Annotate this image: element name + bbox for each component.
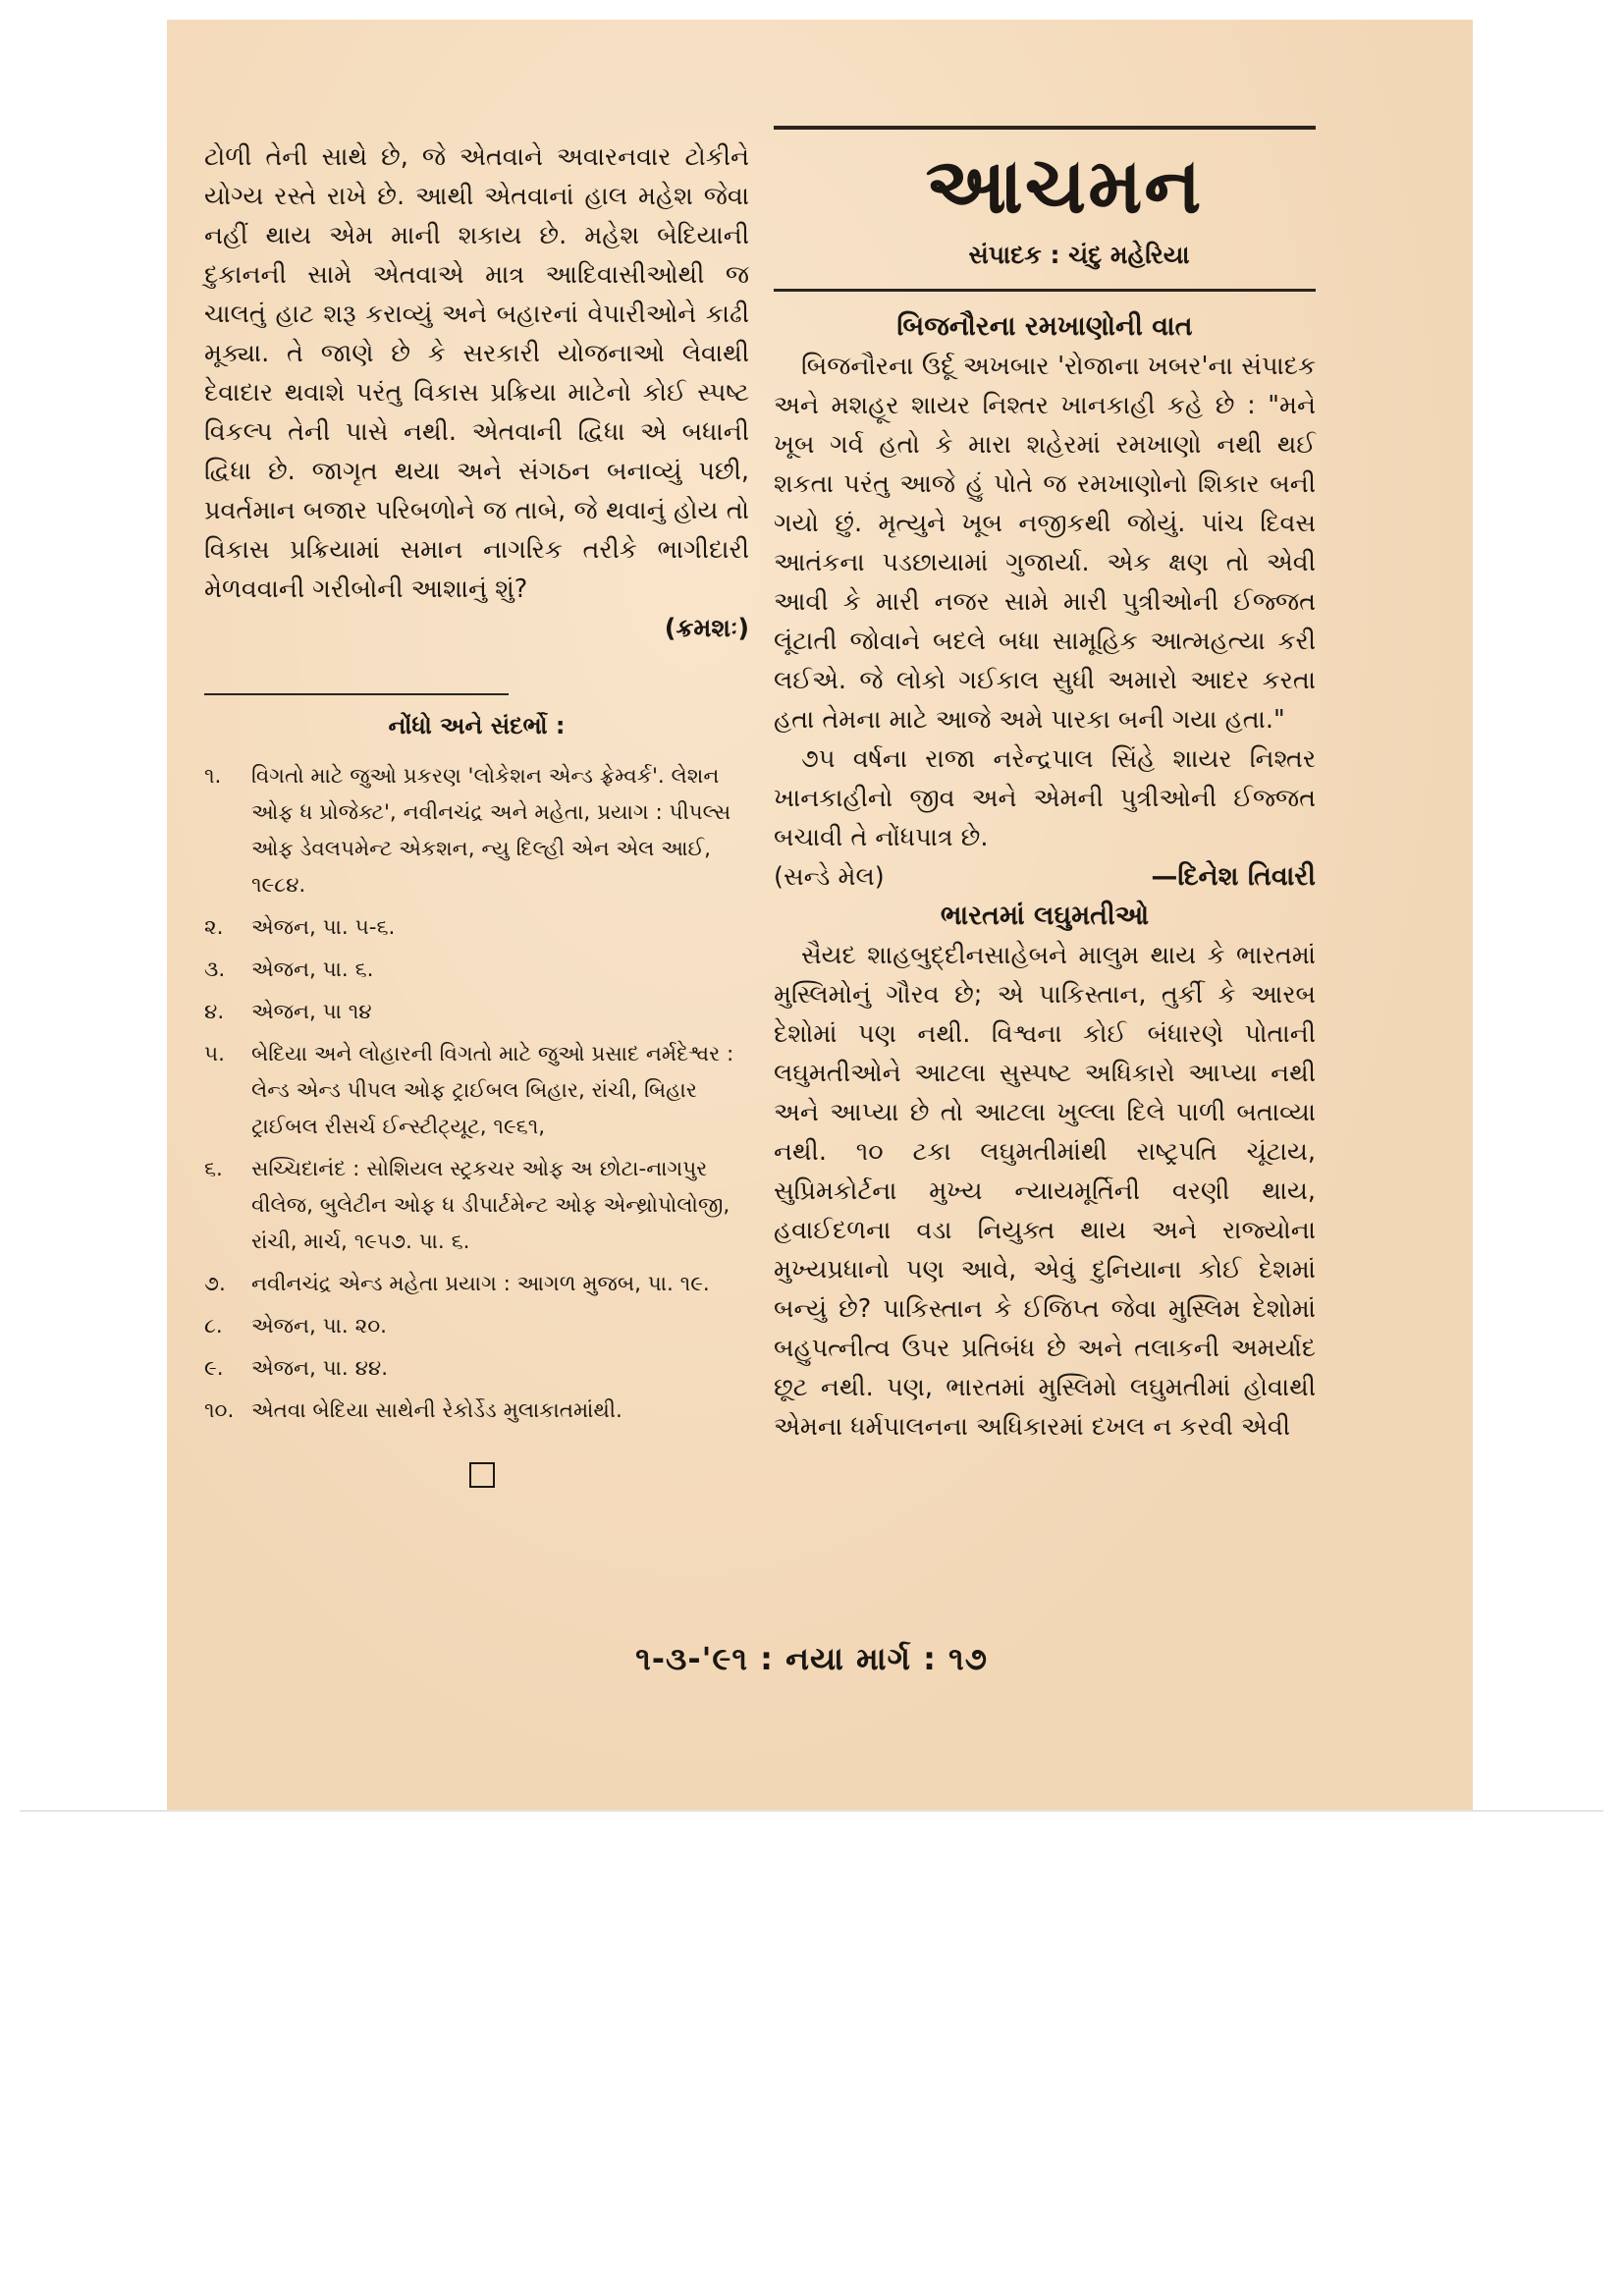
masthead-rule-bottom [774, 289, 1316, 292]
column-editor: સંપાદક : ચંદુ મહેરિયા [968, 241, 1190, 269]
note-number: ૧. [204, 764, 222, 789]
article-heading-minorities: ભારતમાં લઘુમતીઓ [940, 901, 1150, 931]
note-number: ૮. [204, 1314, 223, 1339]
note-text: એજન, પા. ૫-૬. [251, 915, 396, 940]
column-title: આચમન [925, 141, 1204, 231]
left-column [204, 137, 749, 1488]
note-number: ૬. [204, 1157, 223, 1181]
notes-heading: નોંધો અને સંદર્ભો : [388, 712, 566, 739]
note-item [204, 758, 749, 903]
note-item [204, 1266, 749, 1302]
article-source: (સન્ડે મેલ) [774, 862, 885, 892]
article-bijnor-body [774, 347, 1316, 857]
body-paragraph [204, 137, 749, 609]
article-bijnor-signoff [774, 857, 1316, 897]
end-of-article-box [469, 1462, 495, 1488]
paragraph-text: ટોળી તેની સાથે છે, જે એતવાને અવારનવાર ટોકીને યોગ્ય રસ્તે રાખે છે. આથી એતવાનાં હાલ મહેશ જેવા નહીં થાય એમ માની શકાય છે. મહેશ બેદિયાની દુકાનની સામે એતવાએ માત્ર આદિવાસીઓથી જ ચાલતું હાટ શરૂ કરાવ્યું અને બહારનાં વેપારીઓને કાઢી મૂક્યા. તે જાણે છે કે સરકારી યોજનાઓ લેવાથી દેવાદાર થવાશે પરંતુ વિકાસ પ્રક્રિયા માટેનો કોઈ સ્પષ્ટ વિકલ્પ તેની પાસે નથી. એતવાની દ્વિધા એ બધાની દ્વિધા છે. જાગૃત થયા અને સંગઠન બનાવ્યું પછી, પ્રવર્તમાન બજાર પરિબળોને જ તાબે, જે થવાનું હોય તો વિકાસ પ્રક્રિયામાં સમાન નાગરિક તરીકે ભાગીદારી મેળવવાની ગરીબોની આશાનું શું? [204, 142, 749, 604]
right-column [774, 126, 1316, 1447]
page-divider [20, 1810, 1603, 1812]
note-text: એજન, પા. ૬. [251, 957, 374, 982]
note-number: ૯. [204, 1356, 224, 1381]
note-text: સચ્ચિદાનંદ : સોશિયલ સ્ટ્રકચર ઓફ અ છોટા-નાગપુર વીલેજ, બુલેટીન ઓફ ધ ડીપાર્ટમેન્ટ ઓફ એન્થ્રોપોલોજી, રાંચી, માર્ચ, ૧૯૫૭. પા. ૬. [251, 1157, 730, 1254]
note-item [204, 1350, 749, 1387]
note-item [204, 909, 749, 946]
note-item [204, 1151, 749, 1260]
page-footer: ૧-૩-'૯૧ : નયા માર્ગ : ૧૭ [635, 1640, 988, 1677]
note-number: ૫. [204, 1042, 225, 1066]
note-number: ૨. [204, 915, 224, 940]
article-heading-bijnor: બિજનૌરના રમખાણોની વાત [896, 311, 1193, 342]
note-text: બેદિયા અને લોહારની વિગતો માટે જુઓ પ્રસાદ નર્મદેશ્વર : લેન્ડ એન્ડ પીપલ ઓફ ટ્રાઈબલ બિહાર, રાંચી, બિહાર ટ્રાઈબલ રીસર્ચ ઈન્સ્ટીટ્યૂટ, ૧૯૬૧, [251, 1042, 734, 1139]
note-item [204, 952, 749, 988]
continued-marker: (ક્રમશઃ) [664, 614, 749, 643]
note-text: એજન, પા. ૨૦. [251, 1314, 387, 1339]
note-item [204, 1308, 749, 1344]
note-number: ૧૦. [204, 1398, 235, 1423]
note-number: ૩. [204, 957, 226, 982]
article-bijnor-para-2: ૭૫ વર્ષના રાજા નરેન્દ્રપાલ સિંહે શાયર નિશ્તર ખાનકાહીનો જીવ અને એમની પુત્રીઓની ઈજ્જત બચાવી તે નોંધપાત્ર છે. [774, 744, 1316, 852]
note-item [204, 994, 749, 1030]
note-text: વિગતો માટે જુઓ પ્રકરણ 'લોકેશન એન્ડ ફ્રેમ્વર્ક'. લેશન ઓફ ધ પ્રોજેક્ટ', નવીનચંદ્ર અને મહેતા, પ્રયાગ : પીપલ્સ ઓફ ડેવલપમેન્ટ એકશન, ન્યુ દિલ્હી એન એલ આઈ, ૧૯૮૪. [251, 764, 731, 898]
note-text: એજન, પા. ૪૪. [251, 1356, 389, 1381]
masthead-rule-top [774, 126, 1316, 130]
notes-divider [204, 693, 509, 695]
article-bijnor-para-1: બિજનૌરના ઉર્દૂ અખબાર 'રોજાના ખબર'ના સંપાદક અને મશહૂર શાયર નિશ્તર ખાનકાહી કહે છે : "મને ખૂબ ગર્વ હતો કે મારા શહેરમાં રમખાણો નથી થઈ શકતા પરંતુ આજે હું પોતે જ રમખાણોનો શિકાર બની ગયો છું. મૃત્યુને ખૂબ નજીકથી જોયું. પાંચ દિવસ આતંકના પડછાયામાં ગુજાર્યા. એક ક્ષણ તો એવી આવી કે મારી નજર સામે મારી પુત્રીઓની ઈજ્જત લૂંટાતી જોવાને બદલે બધા સામૂહિક આત્મહત્યા કરી લઈએ. જે લોકો ગઈકાલ સુધી અમારો આદર કરતા હતા તેમના માટે આજે અમે પારકા બની ગયા હતા." [774, 352, 1316, 735]
note-text: એજન, પા ૧૪ [251, 1000, 372, 1024]
article-minorities-para-1: સૈયદ શાહબુદ્દીનસાહેબને માલુમ થાય કે ભારતમાં મુસ્લિમોનું ગૌરવ છે; એ પાકિસ્તાન, તુર્કી કે આરબ દેશોમાં પણ નથી. વિશ્વના કોઈ બંધારણે પોતાની લઘુમતીઓને આટલા સુસ્પષ્ટ અધિકારો આપ્યા નથી અને આપ્યા છે તો આટલા ખુલ્લા દિલે પાળી બતાવ્યા નથી. ૧૦ ટકા લઘુમતીમાંથી રાષ્ટ્રપતિ ચૂંટાય, સુપ્રિમકોર્ટના મુખ્ય ન્યાયમૂર્તિની વરણી થાય, હવાઈદળના વડા નિયુક્ત થાય અને રાજ્યોના મુખ્યપ્રધાનો પણ આવે, એવું દુનિયાના કોઈ દેશમાં બન્યું છે? પાકિસ્તાન કે ઈજિપ્ત જેવા મુસ્લિમ દેશોમાં બહુપત્નીત્વ ઉપર પ્રતિબંધ છે અને તલાકની અમર્યાદ છૂટ નથી. પણ, ભારતમાં મુસ્લિમો લઘુમતીમાં હોવાથી એમના ધર્મપાલનના અધિકારમાં દખલ ન કરવી એવી [774, 941, 1316, 1442]
note-number: ૪. [204, 1000, 225, 1024]
article-author: —દિનેશ તિવારી [1151, 861, 1316, 892]
note-number: ૭. [204, 1272, 226, 1296]
note-text: એતવા બેદિયા સાથેની રેકોર્ડેડ મુલાકાતમાંથી. [251, 1398, 622, 1423]
note-item [204, 1393, 749, 1429]
note-text: નવીનચંદ્ર એન્ડ મહેતા પ્રયાગ : આગળ મુજબ, પા. ૧૯. [251, 1272, 710, 1296]
note-item [204, 1036, 749, 1145]
article-minorities-body [774, 936, 1316, 1447]
notes-list [204, 758, 749, 1429]
